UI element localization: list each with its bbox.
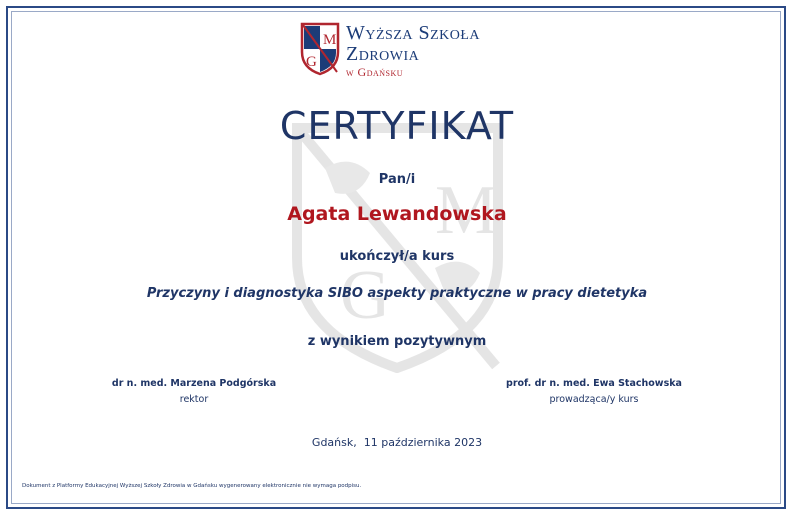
school-name-city: w Gdańsku bbox=[346, 65, 404, 79]
school-name-line2: Zdrowia bbox=[346, 43, 420, 65]
school-name-line1: Wyższa Szkoła bbox=[346, 22, 481, 44]
logo-letter-g: G bbox=[306, 54, 317, 70]
recipient-name: Agata Lewandowska bbox=[287, 203, 507, 225]
school-name bbox=[346, 22, 480, 80]
signature-role: rektor bbox=[179, 394, 209, 405]
school-logo-icon bbox=[300, 22, 340, 76]
logo-letter-m: M bbox=[323, 32, 337, 48]
svg-text:G: G bbox=[340, 257, 391, 334]
svg-text:M: M bbox=[435, 172, 498, 249]
signature-name: dr n. med. Marzena Podgórska bbox=[111, 378, 277, 389]
completed-text: ukończył/a kurs bbox=[339, 249, 455, 264]
course-title: Przyczyny i diagnostyka SIBO aspekty praktyczne w pracy dietetyka bbox=[146, 286, 648, 301]
signature-instructor bbox=[474, 378, 714, 405]
signature-name: prof. dr n. med. Ewa Stachowska bbox=[506, 378, 682, 389]
signature-role: prowadząca/y kurs bbox=[549, 394, 639, 405]
result-text: z wynikiem pozytywnym bbox=[307, 334, 487, 349]
footnote: Dokument z Platformy Edukacyjnej Wyższej Szkoły Zdrowia w Gdańsku wygenerowany elektronicznie nie wymaga podpisu. bbox=[22, 483, 362, 489]
certificate-title: CERTYFIKAT bbox=[279, 104, 515, 148]
salutation: Pan/i bbox=[378, 172, 416, 187]
place-date: Gdańsk, 11 października 2023 bbox=[311, 436, 483, 449]
signature-rector bbox=[74, 378, 314, 405]
